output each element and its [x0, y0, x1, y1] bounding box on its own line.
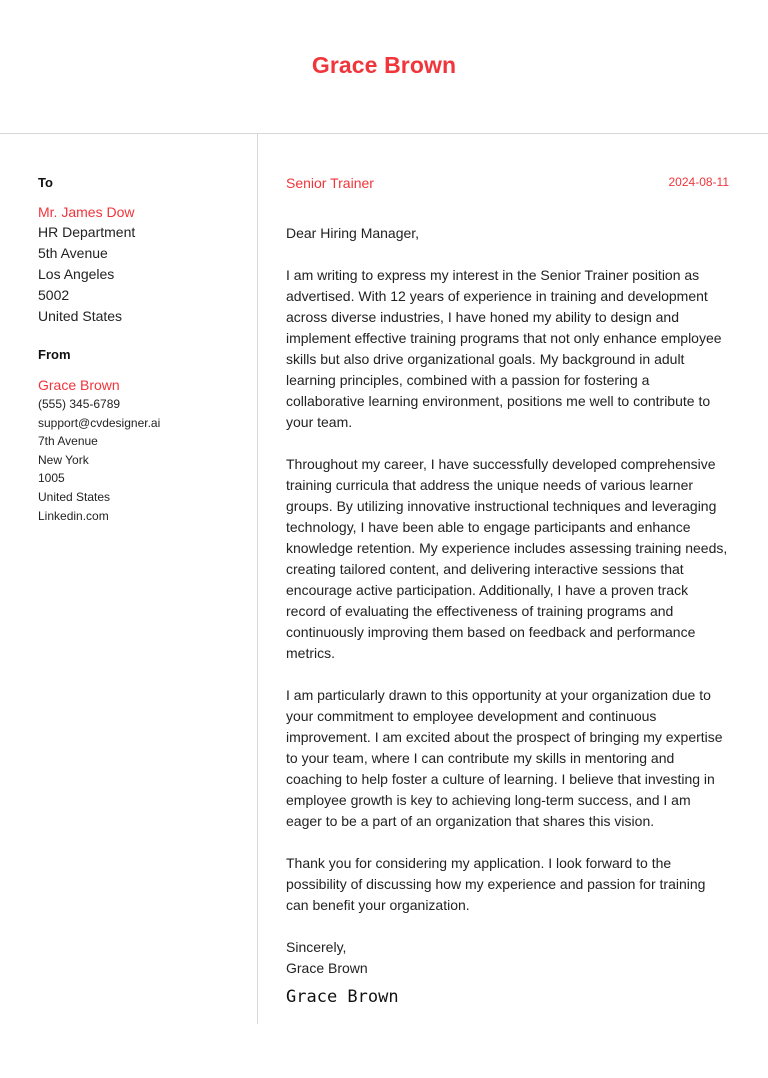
sidebar	[38, 174, 248, 525]
paragraph-4: Thank you for considering my application. I look forward to the possibility of discussing how my experience and passion for training can benefit your organization.	[286, 855, 706, 913]
sender-phone: (555) 345-6789	[38, 397, 121, 411]
greeting: Dear Hiring Manager,	[286, 225, 420, 241]
letter-date: 2024-08-11	[668, 175, 729, 189]
recipient-city: Los Angeles	[38, 266, 115, 282]
sender-street: 7th Avenue	[38, 434, 98, 449]
job-title: Senior Trainer	[286, 175, 374, 191]
sender-country: United States	[38, 489, 111, 504]
sender-website: Linkedin.com	[38, 508, 109, 523]
header	[0, 0, 768, 133]
recipient-department: HR Department	[38, 224, 136, 240]
letter-body	[286, 174, 729, 1007]
closing: Sincerely,	[286, 939, 347, 955]
recipient-zip: 5002	[38, 287, 70, 303]
sender-name: Grace Brown	[38, 377, 120, 393]
column-divider	[257, 134, 258, 1024]
sender-email: support@cvdesigner.ai	[38, 415, 161, 430]
applicant-name: Grace Brown	[311, 52, 457, 78]
signature: Grace Brown	[286, 987, 399, 1007]
sender-zip: 1005	[38, 471, 65, 486]
to-label: To	[38, 175, 53, 190]
header-divider	[0, 133, 768, 134]
paragraph-2: Throughout my career, I have successfully developed comprehensive training curricula that address the unique needs of various learner groups. By utilizing innovative instructional techniques and leveraging technology, I have been able to engage participants and enhance knowledge retention. My experience includes assessing training needs, creating tailored content, and delivering interactive sessions that encourage active participation. Additionally, I have a proven track record of evaluating the effectiveness of training programs and continuously improving them based on feedback and performance metrics.	[286, 456, 728, 661]
from-label: From	[38, 347, 71, 362]
paragraph-1: I am writing to express my interest in the Senior Trainer position as advertised. With 12 years of experience in training and development across diverse industries, I have honed my ability to design and implement effective training programs that not only enhance employee skills but also drive organizational goals. My background in adult learning principles, combined with a passion for fostering a collaborative learning environment, positions me well to contribute to your team.	[286, 267, 722, 430]
closing-name: Grace Brown	[286, 960, 368, 976]
recipient-street: 5th Avenue	[38, 245, 108, 261]
recipient-name: Mr. James Dow	[38, 204, 135, 220]
letter-meta	[286, 174, 729, 194]
paragraph-3: I am particularly drawn to this opportunity at your organization due to your commitment to employee development and continuous improvement. I am excited about the prospect of bringing my expertise to your team, where I can contribute my skills in mentoring and coaching to help foster a culture of learning. I believe that investing in employee growth is key to achieving long-term success, and I am eager to be a part of an organization that shares this vision.	[286, 687, 723, 829]
sender-city: New York	[38, 452, 89, 467]
recipient-country: United States	[38, 308, 123, 324]
